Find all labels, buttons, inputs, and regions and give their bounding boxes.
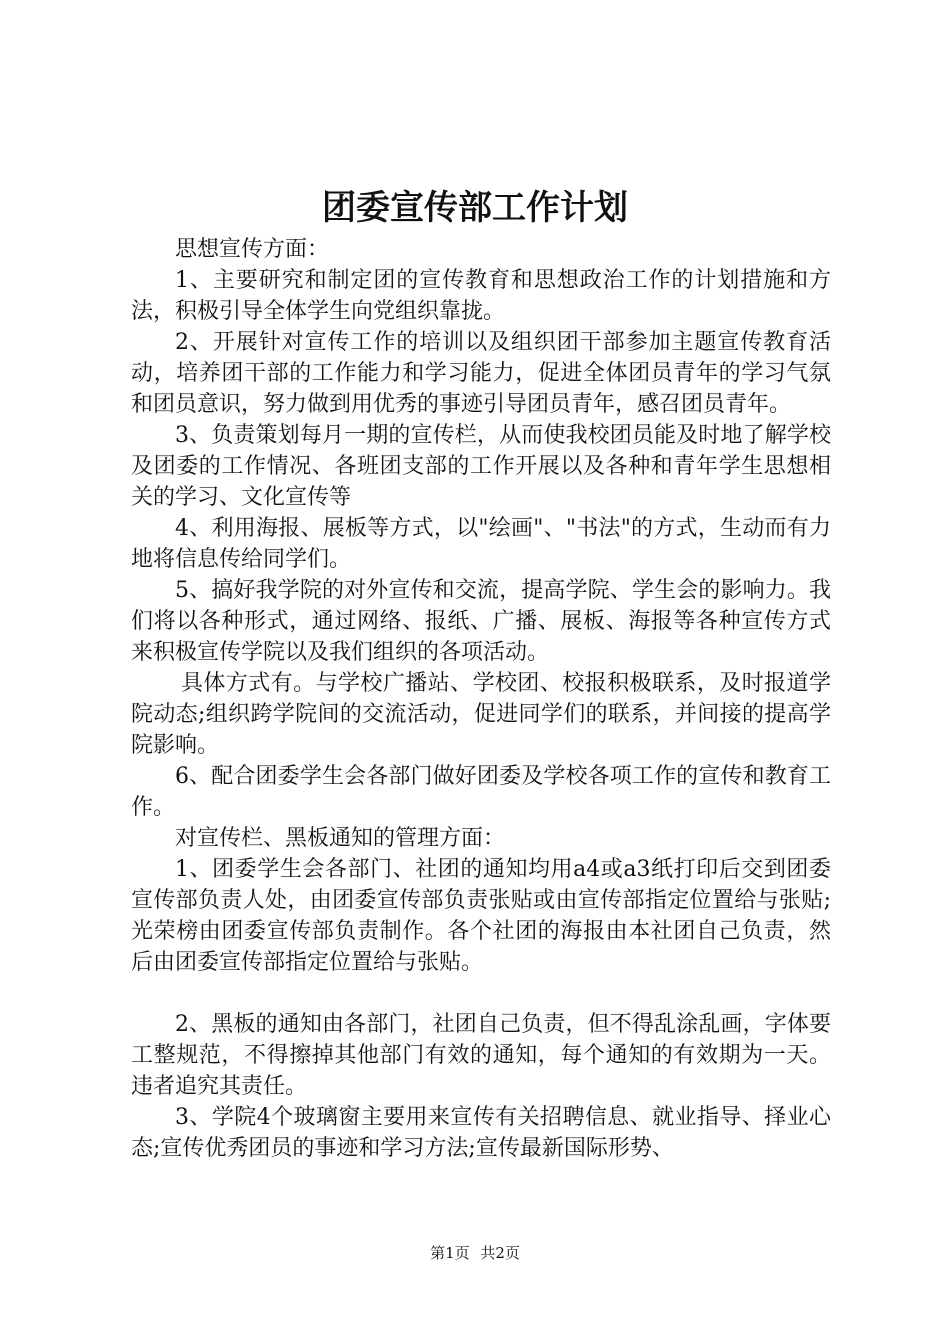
section-heading: 对宣传栏、黑板通知的管理方面： — [175, 826, 506, 851]
paragraph: 4、利用海报、展板等方式，以"绘画"、"书法"的方式，生动而有力地将信息传给同学们。 — [131, 516, 831, 572]
section-heading: 思想宣传方面： — [175, 237, 330, 262]
document-body — [131, 234, 831, 1164]
paragraph: 具体方式有。与学校广播站、学校团、校报积极联系，及时报道学院动态;组织跨学院间的交流活动，促进同学们的联系，并间接的提高学院影响。 — [131, 671, 831, 758]
document-title: 团委宣传部工作计划 — [322, 188, 628, 228]
paragraph: 6、配合团委学生会各部门做好团委及学校各项工作的宣传和教育工作。 — [131, 764, 831, 820]
paragraph: 1、主要研究和制定团的宣传教育和思想政治工作的计划措施和方法，积极引导全体学生向党组织靠拢。 — [131, 268, 831, 324]
paragraph: 3、学院4个玻璃窗主要用来宣传有关招聘信息、就业指导、择业心态;宣传优秀团员的事迹和学习方法;宣传最新国际形势、 — [131, 1105, 831, 1161]
page-footer — [0, 1243, 950, 1263]
paragraph: 1、团委学生会各部门、社团的通知均用a4或a3纸打印后交到团委宣传部负责人处，由团委宣传部负责张贴或由宣传部指定位置给与张贴;光荣榜由团委宣传部负责制作。各个社团的海报由本社团自己负责，然后由团委宣传部指定位置给与张贴。 — [131, 857, 831, 975]
page-total: 共2页 — [480, 1244, 520, 1262]
paragraph: 5、搞好我学院的对外宣传和交流，提高学院、学生会的影响力。我们将以各种形式，通过网络、报纸、广播、展板、海报等各种宣传方式来积极宣传学院以及我们组织的各项活动。 — [131, 578, 831, 665]
paragraph: 2、黑板的通知由各部门，社团自己负责，但不得乱涂乱画，字体要工整规范，不得擦掉其他部门有效的通知，每个通知的有效期为一天。违者追究其责任。 — [131, 1012, 831, 1099]
page-number: 第1页 — [430, 1244, 470, 1262]
paragraph: 3、负责策划每月一期的宣传栏，从而使我校团员能及时地了解学校及团委的工作情况、各班团支部的工作开展以及各种和青年学生思想相关的学习、文化宣传等 — [131, 423, 831, 510]
paragraph-gap — [131, 978, 831, 1009]
paragraph: 2、开展针对宣传工作的培训以及组织团干部参加主题宣传教育活动，培养团干部的工作能力和学习能力，促进全体团员青年的学习气氛和团员意识，努力做到用优秀的事迹引导团员青年，感召团员青年。 — [131, 330, 831, 417]
